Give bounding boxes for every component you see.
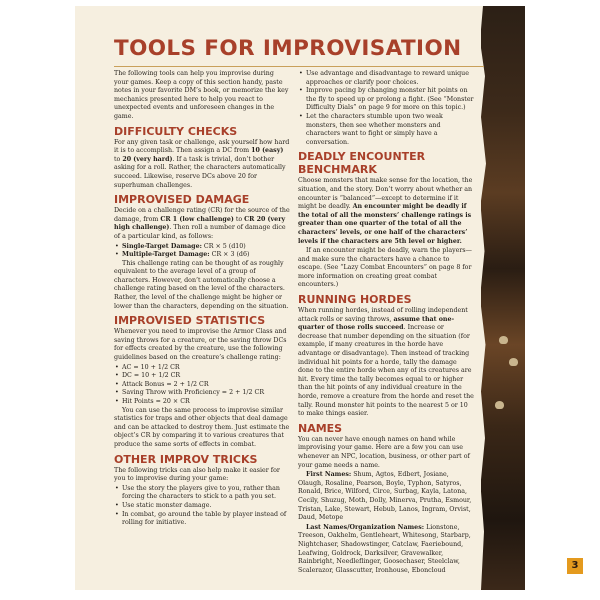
section-heading-hordes: RUNNING HORDES <box>298 293 412 307</box>
statistics-list <box>114 364 290 407</box>
names-paragraph: You can never have enough names on hand while improvising your game. Here are a few you can use whenever an NPC, location, business, or other part of your game needs a name. <box>298 435 470 469</box>
list-item: • Improve pacing by changing monster hit points on the fly to speed up or prolong a fight. (See “Monster Difficulty Dials” on page 9 for more on this topic.) <box>298 87 474 113</box>
deadly-paragraph: Choose monsters that make sense for the location, the situation, and the story. Don’t worry about whether an encounter is “balanced”—except to determine if it might be deadly. An encounter might be deadly if the total of all the monsters’ challenge ratings is greater than one quarter of the total of all the characters’ levels, or one half of the characters’ levels if the characters are 5th level or higher. <box>298 177 473 245</box>
skull-icon <box>499 336 508 344</box>
statistics-paragraph: Whenever you need to improvise the Armor Class and saving throws for a creature, or the saving throw DCs for effects created by the creature, use the following guidelines based on the creature’s challenge rating: <box>114 328 287 362</box>
list-item: • Use advantage and disadvantage to reward unique approaches or clarify poor choices. <box>298 70 474 87</box>
list-item: • Saving Throw with Proficiency = 2 + 1/2 CR <box>114 389 290 398</box>
page-number: 3 <box>567 558 583 574</box>
tricks-list <box>114 485 290 528</box>
list-item: • AC = 10 + 1/2 CR <box>114 364 290 373</box>
book-page <box>75 6 579 590</box>
list-item: • Use static monster damage. <box>114 502 290 511</box>
deadly-paragraph-2: If an encounter might be deadly, warn the players—and make sure the characters have a chance to escape. (See “Lazy Combat Encounters” on page 8 for more information on creating great combat encounters.) <box>298 247 472 289</box>
dungeon-illustration <box>481 6 525 590</box>
hordes-paragraph: When running hordes, instead of rolling independent attack rolls or saving throws, assume that one-quarter of those rolls succeed. Increase or decrease that number depending on the situation (for example, if many creatures in the horde have advantage or disadvantage). Then instead of tracking individual hit points for a horde, tally the damage done to the entire horde when any of its creatures are hit. Every time the tally becomes equal to or higher than the hit points of any individual creature in the horde, remove a creature from the horde and reset the tally. Round monster hit points to the nearest 5 or 10 to make things easier. <box>298 307 474 418</box>
list-item: • DC = 10 + 1/2 CR <box>114 372 290 381</box>
list-item: • In combat, go around the table by player instead of rolling for initiative. <box>114 511 290 528</box>
section-heading-deadly: DEADLY ENCOUNTER BENCHMARK <box>298 150 426 177</box>
difficulty-paragraph: For any given task or challenge, ask yourself how hard it is to accomplish. Then assign a DC from 10 (easy) to 20 (very hard). If a task is trivial, don’t bother asking for a roll. Rather, the characters automatically succeed. Likewise, reserve DCs above 20 for superhuman challenges. <box>114 138 290 189</box>
section-heading-names: NAMES <box>298 421 343 435</box>
first-names-paragraph: First Names: Shum, Agtos, Edbert, Josiane, Olaugh, Rosaline, Pearson, Boyle, Typhon, Satyros, Ronald, Brice, Wilford, Circe, Surbag, Kayla, Latona, Cecily, Shuzug, Moth, Dolly, Minerva, Prutha, Esmour, Tristan, Lake, Stewart, Hebub, Lanos, Ingram, Orvist, Daud, Metope <box>298 471 472 522</box>
list-item: • Use the story the players give to you, rather than forcing the characters to stick to a path you set. <box>114 485 290 502</box>
list-item: • Single-Target Damage: CR × 5 (d10) <box>114 243 290 252</box>
tricks-list-continued <box>298 70 474 147</box>
section-heading-statistics: IMPROVISED STATISTICS <box>114 314 266 328</box>
left-column <box>114 70 290 528</box>
section-heading-tricks: OTHER IMPROV TRICKS <box>114 452 258 466</box>
statistics-paragraph-2: You can use the same process to improvise similar statistics for traps and other objects that deal damage and can be attacked to destroy them. Just estimate the object’s CR by comparing it to various creatures that produce the same sorts of effects in combat. <box>114 406 290 448</box>
list-item: • Let the characters stumble upon two weak monsters, then see whether monsters and characters want to fight or simply have a conversation. <box>298 113 474 147</box>
list-item: • Hit Points = 20 × CR <box>114 398 290 407</box>
title-divider <box>114 66 484 67</box>
list-item: • Multiple-Target Damage: CR × 3 (d6) <box>114 251 290 260</box>
section-heading-damage: IMPROVISED DAMAGE <box>114 193 250 207</box>
section-heading-difficulty: DIFFICULTY CHECKS <box>114 124 238 138</box>
right-column <box>298 70 474 576</box>
damage-list <box>114 243 290 260</box>
skull-icon <box>495 401 504 409</box>
list-item: • Attack Bonus = 2 + 1/2 CR <box>114 381 290 390</box>
intro-paragraph: The following tools can help you improvise during your games. Keep a copy of this section handy, paste notes in your favorite DM’s book, or memorize the key mechanics presented here to help you react to unexpected events and unforeseen changes in the game. <box>114 70 289 120</box>
page-title: TOOLS FOR IMPROVISATION <box>114 36 462 61</box>
tricks-paragraph: The following tricks can also help make it easier for you to improvise during your game: <box>114 466 280 483</box>
damage-paragraph-2: This challenge rating can be thought of as roughly equivalent to the average level of a group of characters. However, don’t automatically choose a challenge rating based on the level of the characters. Rather, the level of the challenge might be higher or lower than the characters, depending on the situation. <box>114 259 289 310</box>
skull-icon <box>509 358 518 366</box>
last-names-paragraph: Last Names/Organization Names: Lionstone, Treeson, Oakhelm, Gentleheart, Whitesong, Starbarp, Nightchaser, Shadowstinger, Catclaw, Faeriebound, Leafwing, Goldrock, Darksilver, Gravewalker, Rainbright, Needleflinger, Goosechaser, Steelclaw, Scalerazor, Glasscutter, Ironhouse, Eboncloud <box>298 523 471 574</box>
damage-paragraph: Decide on a challenge rating (CR) for the source of the damage, from CR 1 (low challenge) to CR 20 (very high challenge). Then roll a number of damage dice of a particular kind, as follows: <box>114 207 290 240</box>
